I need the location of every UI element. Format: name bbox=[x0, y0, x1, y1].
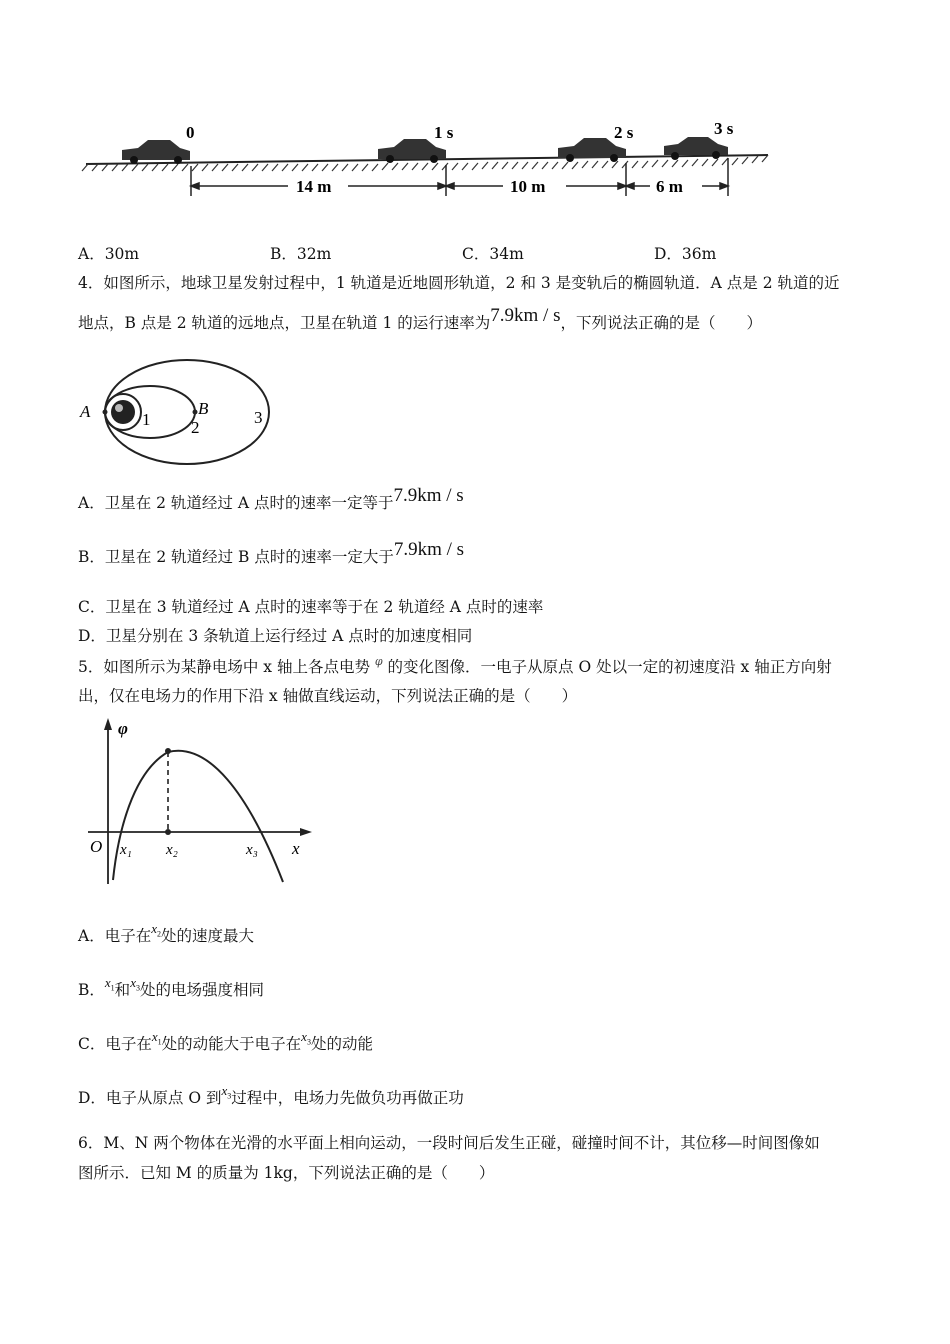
label-a: A bbox=[80, 402, 91, 421]
q3-option-d: D．36m bbox=[654, 245, 717, 263]
car-motion-figure bbox=[78, 108, 778, 218]
axis-label-x: x bbox=[292, 839, 300, 858]
orbit-figure bbox=[78, 355, 278, 470]
q3-option-b: B．32m bbox=[270, 245, 332, 263]
q3-option-a: A．30m bbox=[78, 245, 140, 263]
earth-icon bbox=[111, 400, 135, 424]
potential-graph bbox=[78, 712, 318, 892]
x2-label: x₂ bbox=[166, 842, 178, 858]
label-orbit2: 2 bbox=[191, 418, 200, 437]
q4-option-c: C．卫星在 3 轨道经过 A 点时的速率等于在 2 轨道经 A 点时的速率 bbox=[78, 598, 544, 616]
time-label: 0 bbox=[186, 123, 195, 142]
q4-option-d: D．卫星分别在 3 条轨道上运行经过 A 点时的加速度相同 bbox=[78, 627, 473, 645]
time-label: 3 s bbox=[714, 119, 734, 138]
q4-option-b: B．卫星在 2 轨道经过 B 点时的速率一定大于7.9km / s bbox=[78, 539, 465, 566]
q5-stem-line1: 5．如图所示为某静电场中 x 轴上各点电势 $^\varphi$ 的变化图像．一电子从原点 O 处以一定的初速度沿 x 轴正方向射 bbox=[78, 655, 832, 676]
car-icon bbox=[122, 140, 190, 164]
q4-stem-line1: 4．如图所示，地球卫星发射过程中，1 轨道是近地圆形轨道，2 和 3 是变轨后的椭圆轨道．A 点是 2 轨道的近 bbox=[78, 274, 840, 292]
q6-stem-line2: 图所示．已知 M 的质量为 1kg，下列说法正确的是（ ） bbox=[78, 1164, 495, 1182]
axis-label-phi: φ bbox=[118, 719, 128, 738]
time-label: 2 s bbox=[614, 123, 634, 142]
speed-value: 7.9km / s bbox=[490, 305, 561, 326]
time-label: 1 s bbox=[434, 123, 454, 142]
label-b: B bbox=[198, 399, 209, 418]
x1-label: x₁ bbox=[120, 842, 132, 858]
q4-option-a: A．卫星在 2 轨道经过 A 点时的速率一定等于7.9km / s bbox=[78, 485, 464, 512]
distance-label: 14 m bbox=[296, 177, 332, 196]
q5-stem-line2: 出，仅在电场力的作用下沿 x 轴做直线运动，下列说法正确的是（ ） bbox=[78, 687, 578, 705]
q5-option-c: C．电子在$^{x_1}$处的动能大于电子在$^{x_3}$处的动能 bbox=[78, 1029, 373, 1053]
phi-symbol: φ bbox=[374, 655, 383, 668]
origin-label: O bbox=[90, 837, 103, 856]
distance-label: 6 m bbox=[656, 177, 683, 196]
label-orbit3: 3 bbox=[254, 408, 263, 427]
q5-option-a: A．电子在$^{x_2}$处的速度最大 bbox=[78, 921, 254, 945]
q3-option-c: C．34m bbox=[462, 245, 524, 263]
q4-stem-line2: 地点，B 点是 2 轨道的远地点，卫星在轨道 1 的运行速率为7.9km / s，下列说法正确的是（ ） bbox=[78, 305, 762, 332]
x3-label: x₃ bbox=[246, 842, 258, 858]
q6-stem-line1: 6．M、N 两个物体在光滑的水平面上相向运动，一段时间后发生正碰，碰撞时间不计，其位移—时间图像如 bbox=[78, 1134, 820, 1152]
q5-option-b: B．$^{x_1}$和$^{x_3}$处的电场强度相同 bbox=[78, 975, 264, 999]
distance-label: 10 m bbox=[510, 177, 546, 196]
q5-option-d: D．电子从原点 O 到$^{x_3}$过程中，电场力先做负功再做正功 bbox=[78, 1083, 464, 1107]
label-orbit1: 1 bbox=[142, 410, 151, 429]
